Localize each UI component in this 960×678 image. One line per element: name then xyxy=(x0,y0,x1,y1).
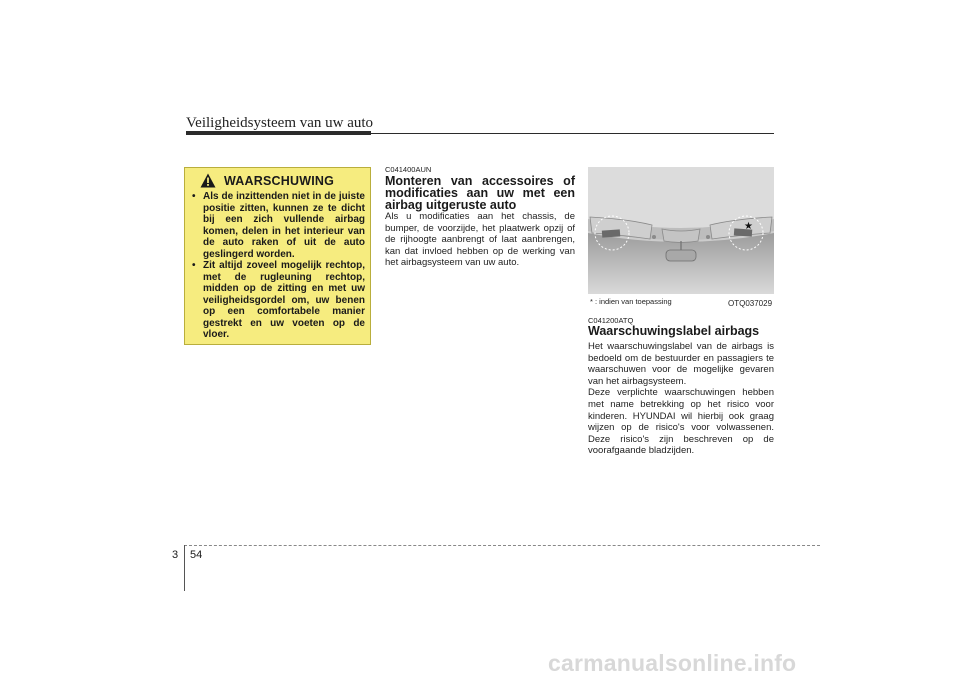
warning-item: • Zit altijd zoveel mogelijk rechtop, met de rugleuning rechtop, midden op de zitting en met uw veiligheidsgordel om, uw benen op een comfortabele manier gestrekt en uw voeten op de vloer. xyxy=(192,260,365,340)
figure-note: * : indien van toepassing xyxy=(590,297,672,306)
chapter-number: 3 xyxy=(172,549,179,561)
section-code: C041400AUN xyxy=(385,165,432,174)
asterisk-marker: ★ xyxy=(744,221,753,232)
section-heading: Monteren van accessoires of modificaties aan uw met een airbag uitgeruste auto xyxy=(385,174,575,212)
warning-header xyxy=(200,173,370,189)
warning-list xyxy=(189,191,365,341)
section-body: Het waarschuwingslabel van de airbags is bedoeld om de bestuurder en passagiers te waarschuwen voor de mogelijke gevaren van het airbagsysteem. Deze verplichte waarschuwingen hebben met name betrekking op het risico voor kinderen. HYUNDAI wil hierbij ook graag wijzen op de risico's voor volwassenen. Deze risico's zijn beschreven op de voorafgaande bladzijden. xyxy=(588,341,774,457)
section-heading: Waarschuwingslabel airbags xyxy=(588,324,760,338)
header-rule xyxy=(371,133,774,134)
watermark: carmanualsonline.info xyxy=(548,650,797,676)
warning-item: • Als de inzittenden niet in de juiste positie zitten, kunnen ze te dicht bij een zich vullende airbag komen, delen in het interieur van de auto raken of uit de auto geslingerd worden. xyxy=(192,191,365,260)
page-header-title: Veiligheidsysteem van uw auto xyxy=(186,115,374,131)
headliner-airbag-label-figure xyxy=(588,167,774,294)
page-number: 54 xyxy=(190,549,203,561)
figure-code: OTQ037029 xyxy=(728,299,773,308)
warning-triangle-icon xyxy=(200,173,216,188)
warning-title: WAARSCHUWING xyxy=(224,174,335,188)
header-bar xyxy=(186,131,371,135)
footer-vertical-line xyxy=(184,545,185,591)
section-body: Als u modificaties aan het chassis, de bumper, de voorzijde, het plaatwerk opzij of de rijhoogte aanbrengt of laat aanbrengen, kan dat invloed hebben op de werking van het airbagsysteem van uw auto. xyxy=(385,211,575,269)
section-code: C041200ATQ xyxy=(588,316,634,325)
footer-dashed-rule xyxy=(184,545,820,546)
